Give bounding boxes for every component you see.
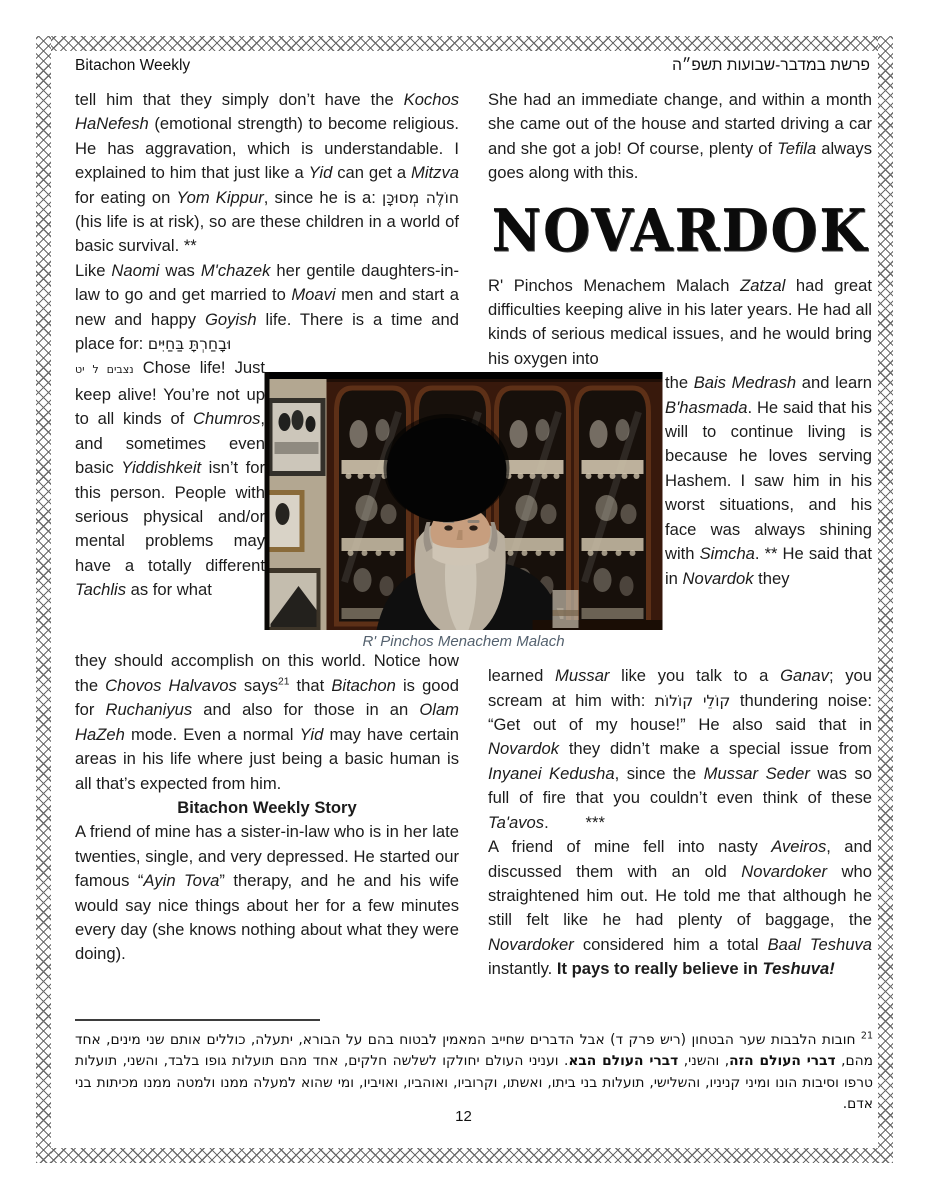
paragraph-wrapped-beside-photo: נצבים ל יט Chose life! Just keep alive! You’re not up to all kinds of Chumros, and sometimes even basic Yiddishkeit isn’t for this person. People with serious physical and/or mental problems may have a totally different Tachlis as for what: [75, 358, 265, 600]
rabbi-photo: [264, 372, 663, 630]
story-heading: Bitachon Weekly Story: [177, 797, 357, 817]
border-pattern-top: [36, 36, 893, 51]
wall-with-picture-frames: [265, 372, 327, 630]
border-pattern-left: [36, 36, 51, 1163]
border-pattern-bottom: [36, 1148, 893, 1163]
frame-edge-left: [265, 372, 270, 630]
border-pattern-right: [878, 36, 893, 1163]
photo-block: [264, 372, 663, 650]
header-parsha: פרשת במדבר-שבועות תשפ״ה: [672, 57, 870, 74]
paragraph: learned Mussar like you talk to a Ganav; you scream at him with: קוֹלֵי קוֹלוֹת thundering noise: “Get out of my house!” He also said that in Novardok they didn’t make a special issue from Inyanei Kedusha, since the Mussar Seder was so full of fire that you couldn’t even think of these Ta'avos. ***: [488, 666, 872, 832]
footnote-area: [75, 1019, 873, 1116]
paragraph: tell him that they simply don’t have the Kochos HaNefesh (emotional strength) to become religious. He has aggravation, which is understandable. I explained to him that just like a Yid can get a Mitzva for eating on Yom Kippur, since he is a: חוֹלֶה מְסוּכָּן (his life is at risk), so are these children in a world of basic survival. **: [75, 90, 459, 256]
paragraph: Like Naomi was M'chazek her gentile daughters-in-law to go and get married to Moavi men and start a new and happy Goyish life. There is a time and place for: וּבָחַרְתָּ בַּחַיִּים: [75, 260, 459, 354]
header-title: Bitachon Weekly: [75, 57, 191, 74]
paragraph: She had an immediate change, and within a month she came out of the house and started driving a car and she got a job! Of course, plenty of Tefila always goes along with this.: [488, 90, 872, 183]
page-number: 12: [455, 1108, 472, 1125]
section-title-novardok: NOVARDOK: [491, 195, 869, 265]
paragraph: A friend of mine has a sister-in-law who is in her late twenties, single, and very depressed. He started our famous “Ayin Tova” therapy, and he and his wife would say nice things about her for a few minutes every day (she knows nothing about what they were doing).: [75, 822, 459, 964]
paragraph-wrapped-beside-photo: the Bais Medrash and learn B'hasmada. He said that his will to continue living is because he loves serving Hashem. I saw him in his worst situations, and his face was always shining with Simcha. ** He said that in Novardok they: [665, 373, 873, 588]
paragraph: A friend of mine fell into nasty Aveiros, and discussed them with an old Novardoker who straightened him out. He told me that although he still felt like he had plenty of baggage, the Novardoker considered him a total Baal Teshuva instantly. It pays to really believe in Teshuva!: [488, 837, 873, 979]
footnote-text: $^{21}$ חובות הלבבות שער הבטחון (ריש פרק ד) אבל הדברים שחייב המאמין לבטוח בהם על הבורא, יתעלה, כוללים אותם שני מינים, אחד מהם, דברי העולם הזה, והשני, דברי העולם הבא. ועניני העולם יחולקו לשלשה חלקים, אחד מהם תועלות גופו בלבד, והשני, תועלות טרפו וסיבות הונו ומיני קניניו, והשלישי, תועלות בני ביתו, ואשתו, וקרוביו, ואוהביו, ואויביו, ומי שהוא למעלה ממנו ולמטה ממנו מכיתות בני אדם.: [75, 1029, 874, 1113]
photo-caption: R' Pinchos Menachem Malach: [362, 633, 565, 650]
footnote-separator: [75, 1019, 320, 1021]
frame-edge-top: [265, 372, 663, 379]
paragraph: R' Pinchos Menachem Malach Zatzal had great difficulties keeping alive in his later years. He had all kinds of serious medical issues, and he would bring his oxygen into: [488, 275, 872, 368]
paragraph: they should accomplish on this world. Notice how the Chovos Halvavos says$^{21}$ that Bitachon is good for Ruchaniyus and also for those in an Olam HaZeh mode. Even a normal Yid may have certain areas in his life where just being a basic human is all that’s expected from him.: [75, 651, 459, 793]
